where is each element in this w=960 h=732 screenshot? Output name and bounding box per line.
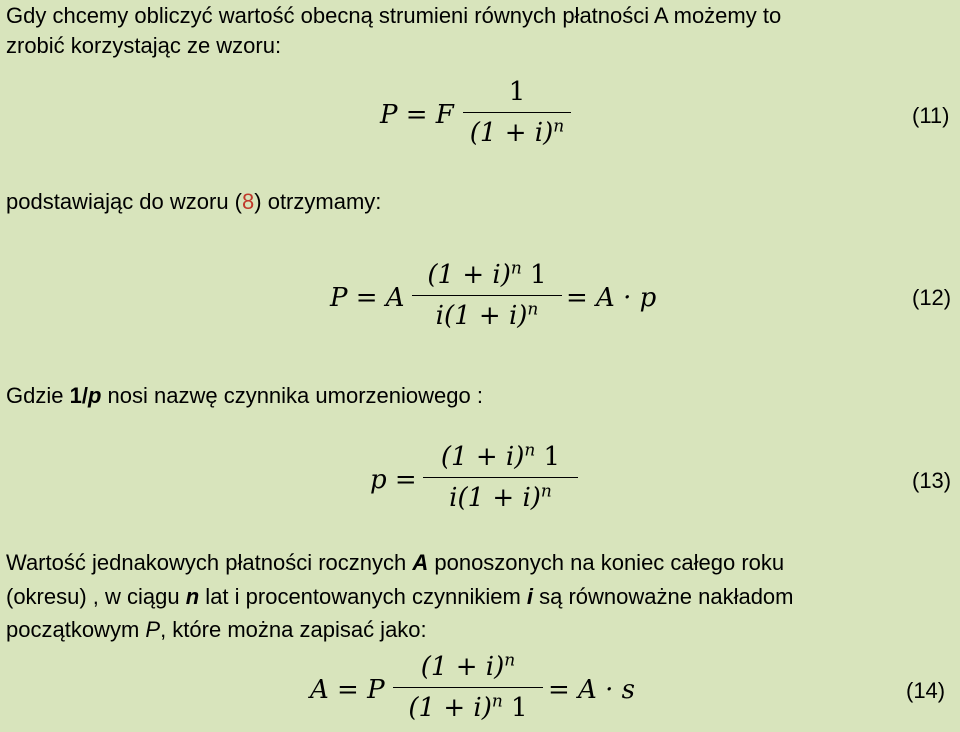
- eq12-numerator: $(1 + i)^n$ 1: [427, 258, 547, 290]
- eq11-denominator: $(1 + i)^n$: [469, 116, 565, 148]
- substitution-text: podstawiając do wzoru (8) otrzymamy:: [6, 189, 382, 214]
- eq13-numerator: $(1 + i)^n$ 1: [440, 440, 561, 472]
- eq11-lhs: P = F: [380, 100, 454, 130]
- eq13-fraction-bar: [423, 477, 578, 478]
- eq14-fraction: [393, 649, 543, 726]
- equation-reference: 8: [242, 189, 255, 214]
- annuity-line-2: (okresu) , w ciągu n lat i procentowanych czynnikiem i są równoważne nakładom: [6, 584, 794, 609]
- eq14-rhs: = A · s: [548, 675, 635, 705]
- eq12-denominator: $i(1 + i)^n$: [435, 299, 539, 331]
- eq13-number: (13): [912, 468, 952, 493]
- eq14-denominator: $(1 + i)^n$ 1: [408, 691, 528, 723]
- annuity-line-3: początkowym P, które można zapisać jako:: [6, 617, 427, 642]
- eq14-fraction-bar: [393, 687, 543, 688]
- intro-line-1: Gdy chcemy obliczyć wartość obecną strumieni równych płatności A możemy to: [6, 3, 782, 28]
- eq13-denominator: $i(1 + i)^n$: [449, 481, 552, 513]
- eq12-number: (12): [912, 285, 952, 310]
- eq11-fraction-bar: [463, 112, 571, 113]
- eq14-numerator: $(1 + i)^n$: [420, 650, 516, 682]
- eq12-rhs: = A · p: [566, 283, 657, 313]
- intro-line-2: zrobić korzystając ze wzoru:: [6, 33, 282, 58]
- eq13-lhs: p =: [370, 465, 417, 495]
- eq12-fraction-bar: [412, 295, 562, 296]
- annuity-line-1: Wartość jednakowych płatności rocznych A ponoszonych na koniec całego roku: [6, 550, 785, 575]
- eq14-lhs: A = P: [310, 675, 385, 705]
- eq14-number: (14): [906, 678, 946, 703]
- eq12-lhs: P = A: [330, 283, 405, 313]
- factor-description: Gdzie 1/p nosi nazwę czynnika umorzeniowego :: [6, 383, 483, 408]
- eq11-number: (11): [912, 103, 950, 128]
- eq11-fraction: [463, 74, 571, 151]
- eq13-fraction: [423, 439, 578, 516]
- eq12-fraction: [412, 257, 562, 334]
- eq11-numerator: 1: [508, 77, 526, 107]
